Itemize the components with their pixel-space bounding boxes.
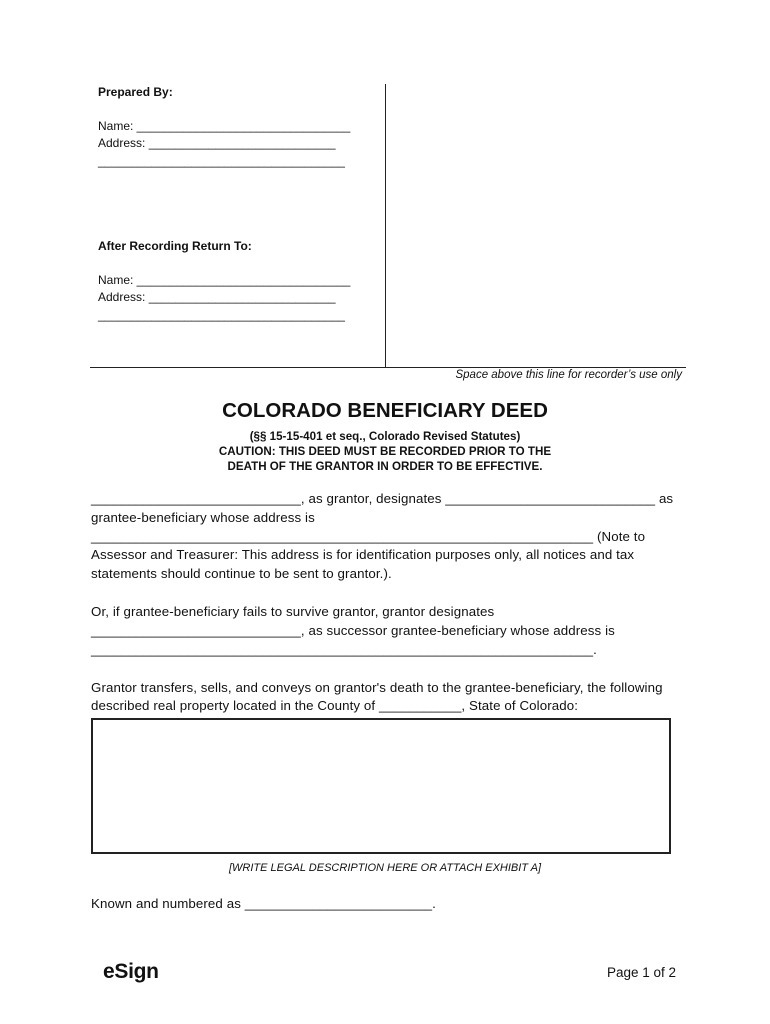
caution-line-2: DEATH OF THE GRANTOR IN ORDER TO BE EFFECTIVE. xyxy=(227,460,543,473)
legal-description-caption: [WRITE LEGAL DESCRIPTION HERE OR ATTACH EXHIBIT A] xyxy=(228,862,542,874)
successor-line[interactable]: ____________________________, as successor grantee-beneficiary whose address is xyxy=(91,623,615,638)
transfer-clause-line-1: Grantor transfers, sells, and conveys on grantor's death to the grantee-beneficiary, the following xyxy=(91,680,663,695)
prepared-by-heading: Prepared By: xyxy=(98,85,173,99)
prepared-by-extra-line[interactable]: _____________________________________ xyxy=(98,154,345,168)
return-to-extra-line[interactable]: _____________________________________ xyxy=(98,308,345,322)
deed-title: COLORADO BENEFICIARY DEED xyxy=(222,399,548,422)
recorder-divider-horizontal xyxy=(90,367,686,368)
grantor-line[interactable]: ____________________________, as grantor, designates ____________________________ as xyxy=(91,491,674,506)
prepared-by-address-line[interactable]: Address: ____________________________ xyxy=(98,136,336,150)
known-as-line[interactable]: Known and numbered as _________________________. xyxy=(91,896,436,911)
recorder-divider-vertical xyxy=(385,84,386,367)
assessor-note-line-1: Assessor and Treasurer: This address is for identification purposes only, all notices and tax xyxy=(91,547,635,562)
grantee-address-label: grantee-beneficiary whose address is xyxy=(91,510,315,525)
page-number: Page 1 of 2 xyxy=(606,965,676,980)
prepared-by-name-line[interactable]: Name: ________________________________ xyxy=(98,119,351,133)
caution-line-1: CAUTION: THIS DEED MUST BE RECORDED PRIOR TO THE xyxy=(218,445,552,458)
assessor-note-line-2: statements should continue to be sent to grantor.). xyxy=(91,566,392,581)
legal-description-box[interactable] xyxy=(91,718,671,854)
successor-intro: Or, if grantee-beneficiary fails to survive grantor, grantor designates xyxy=(91,604,495,619)
county-line[interactable]: described real property located in the County of ___________, State of Colorado: xyxy=(91,698,579,713)
grantee-address-line[interactable]: ___________________________________________________________________ (Note to xyxy=(91,529,646,544)
esign-logo: eSign xyxy=(103,960,159,983)
return-to-name-line[interactable]: Name: ________________________________ xyxy=(98,273,351,287)
successor-address-line[interactable]: ___________________________________________________________________. xyxy=(91,642,597,657)
recorder-note: Space above this line for recorder’s use only xyxy=(455,369,682,381)
return-to-address-line[interactable]: Address: ____________________________ xyxy=(98,290,336,304)
return-to-heading: After Recording Return To: xyxy=(98,239,252,253)
statute-reference: (§§ 15-15-401 et seq., Colorado Revised Statutes) xyxy=(249,430,521,443)
